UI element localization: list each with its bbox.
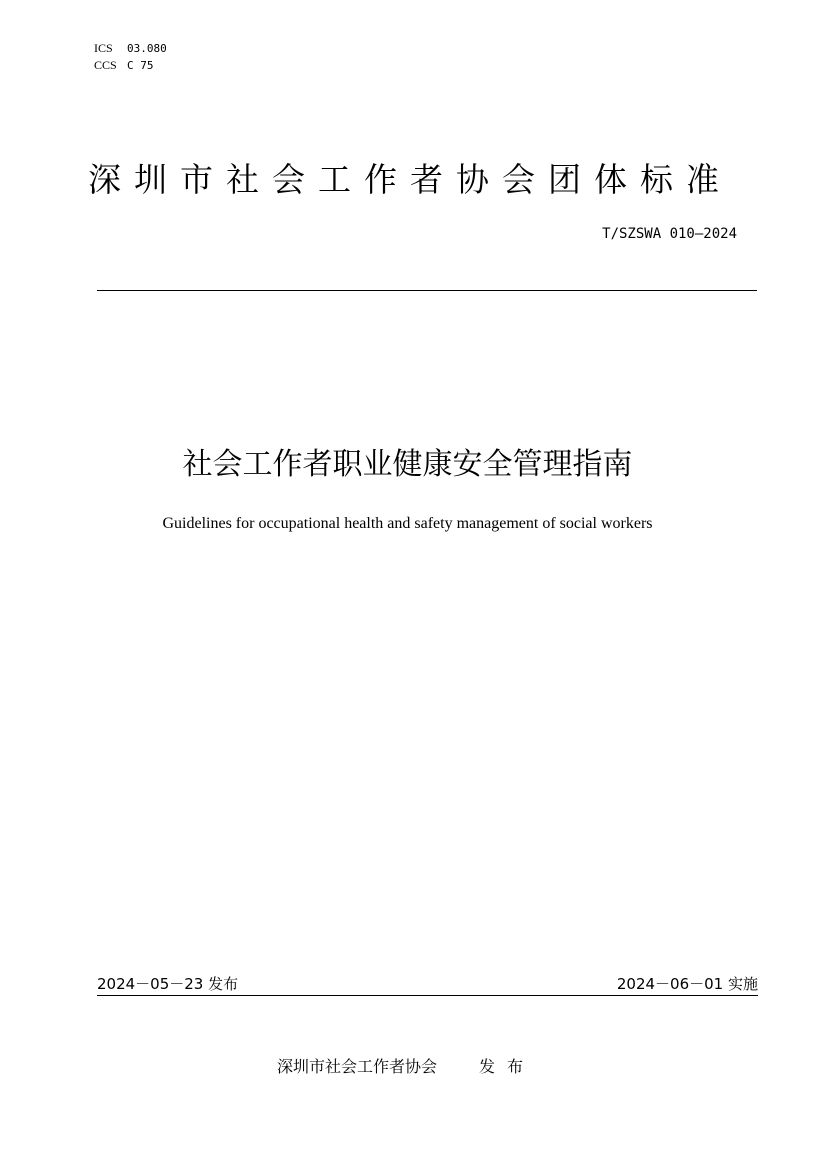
issue-date: 2024－05－23 发布 [97,975,239,993]
classification-block [94,40,167,74]
top-divider [97,290,757,291]
organization-title: 深圳市社会工作者协会团体标准 [88,160,732,199]
ccs-row [94,57,167,74]
bottom-divider [97,995,758,996]
publish-action: 发布 [479,1057,536,1076]
publisher-line [277,1054,535,1077]
ccs-value: C 75 [127,59,154,72]
document-subtitle: Guidelines for occupational health and safety management of social workers [162,515,653,532]
ics-value: 03.080 [127,42,167,55]
standard-code: T/SZSWA 010—2024 [602,226,737,242]
ics-row [94,40,167,57]
ics-label: ICS [94,41,113,55]
publisher-name: 深圳市社会工作者协会 [277,1057,438,1076]
implementation-date: 2024－06－01 实施 [616,975,758,993]
ccs-label: CCS [94,58,117,72]
document-title: 社会工作者职业健康安全管理指南 [182,447,633,482]
